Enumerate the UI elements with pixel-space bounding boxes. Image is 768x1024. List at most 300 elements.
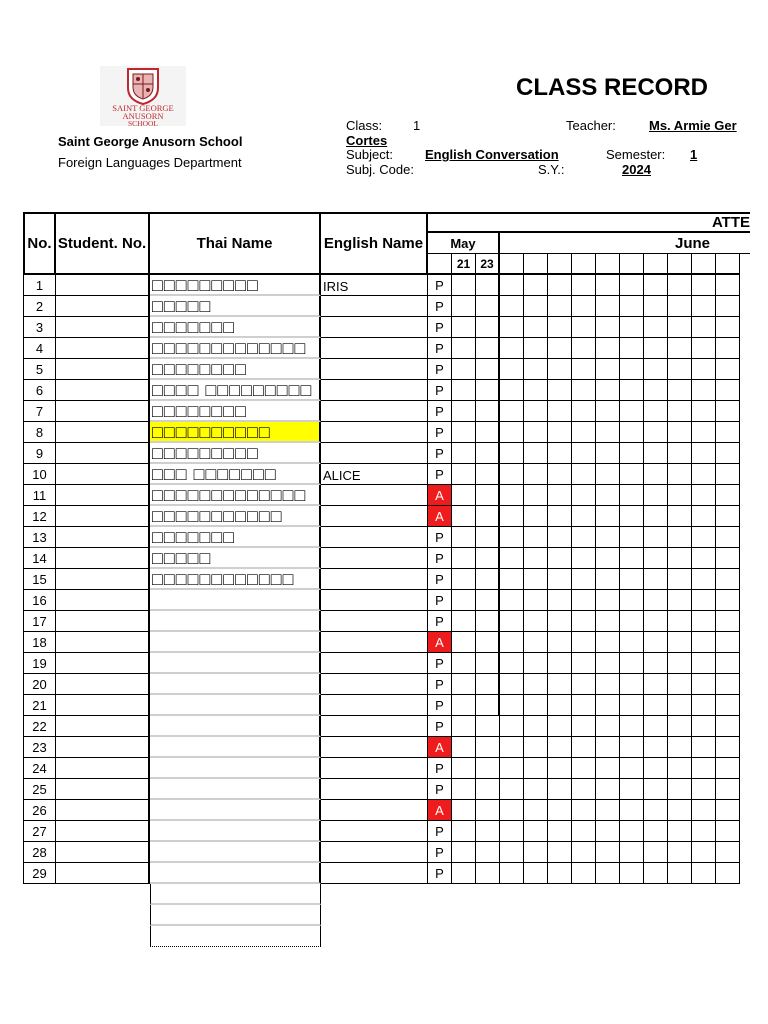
attendance-cell[interactable] [692, 632, 716, 653]
attendance-cell[interactable] [692, 548, 716, 569]
attendance-cell[interactable] [692, 758, 716, 779]
attendance-cell[interactable] [596, 485, 620, 506]
attendance-cell[interactable] [596, 590, 620, 611]
attendance-cell[interactable] [596, 275, 620, 296]
attendance-cell[interactable] [572, 527, 596, 548]
thai-name-cell[interactable] [150, 758, 321, 779]
attendance-cell[interactable] [644, 464, 668, 485]
attendance-cell[interactable] [596, 422, 620, 443]
attendance-cell[interactable] [620, 590, 644, 611]
student-no-cell[interactable] [56, 674, 150, 695]
student-no-cell[interactable] [56, 590, 150, 611]
english-name-cell[interactable] [321, 485, 428, 506]
thai-name-cell[interactable]: □□□□□□□□□□□ [150, 506, 321, 527]
attendance-cell[interactable] [620, 338, 644, 359]
attendance-cell[interactable] [476, 716, 500, 737]
attendance-cell[interactable] [452, 485, 476, 506]
attendance-cell[interactable] [596, 758, 620, 779]
thai-name-cell[interactable] [150, 716, 321, 737]
attendance-cell[interactable] [500, 716, 524, 737]
attendance-cell[interactable] [620, 275, 644, 296]
english-name-cell[interactable] [321, 611, 428, 632]
attendance-cell[interactable] [596, 527, 620, 548]
attendance-cell[interactable] [524, 674, 548, 695]
attendance-cell[interactable] [644, 779, 668, 800]
attendance-cell[interactable] [572, 275, 596, 296]
attendance-mark[interactable]: P [428, 464, 452, 485]
attendance-cell[interactable] [548, 653, 572, 674]
attendance-cell[interactable] [596, 506, 620, 527]
attendance-cell[interactable] [500, 380, 524, 401]
student-no-cell[interactable] [56, 695, 150, 716]
attendance-cell[interactable] [500, 569, 524, 590]
english-name-cell[interactable] [321, 296, 428, 317]
attendance-cell[interactable] [548, 716, 572, 737]
attendance-cell[interactable] [668, 842, 692, 863]
attendance-cell[interactable] [524, 737, 548, 758]
attendance-cell[interactable] [524, 296, 548, 317]
attendance-cell[interactable] [644, 653, 668, 674]
student-no-cell[interactable] [56, 737, 150, 758]
attendance-cell[interactable] [452, 506, 476, 527]
english-name-cell[interactable] [321, 359, 428, 380]
attendance-mark[interactable]: P [428, 611, 452, 632]
student-no-cell[interactable] [56, 653, 150, 674]
attendance-cell[interactable] [668, 800, 692, 821]
attendance-cell[interactable] [716, 800, 740, 821]
attendance-cell[interactable] [620, 800, 644, 821]
attendance-cell[interactable] [692, 842, 716, 863]
attendance-cell[interactable] [500, 275, 524, 296]
student-no-cell[interactable] [56, 401, 150, 422]
attendance-cell[interactable] [644, 317, 668, 338]
student-no-cell[interactable] [56, 338, 150, 359]
attendance-cell[interactable] [668, 611, 692, 632]
attendance-cell[interactable] [716, 506, 740, 527]
attendance-cell[interactable] [692, 737, 716, 758]
attendance-cell[interactable] [668, 716, 692, 737]
thai-name-cell[interactable]: □□□□□□□ [150, 527, 321, 548]
attendance-cell[interactable] [692, 380, 716, 401]
attendance-cell[interactable] [500, 422, 524, 443]
attendance-cell[interactable] [524, 632, 548, 653]
attendance-cell[interactable] [692, 695, 716, 716]
attendance-cell[interactable] [524, 821, 548, 842]
attendance-cell[interactable] [548, 296, 572, 317]
attendance-cell[interactable] [476, 464, 500, 485]
attendance-mark[interactable]: A [428, 485, 452, 506]
thai-name-cell[interactable]: □□□□□□□□□ [150, 443, 321, 464]
attendance-cell[interactable] [620, 296, 644, 317]
attendance-cell[interactable] [452, 653, 476, 674]
attendance-cell[interactable] [524, 779, 548, 800]
attendance-cell[interactable] [548, 800, 572, 821]
attendance-cell[interactable] [500, 338, 524, 359]
attendance-cell[interactable] [452, 716, 476, 737]
attendance-cell[interactable] [572, 716, 596, 737]
attendance-cell[interactable] [452, 443, 476, 464]
attendance-cell[interactable] [596, 443, 620, 464]
english-name-cell[interactable] [321, 422, 428, 443]
student-no-cell[interactable] [56, 464, 150, 485]
attendance-cell[interactable] [476, 380, 500, 401]
attendance-cell[interactable] [572, 737, 596, 758]
attendance-cell[interactable] [692, 863, 716, 884]
attendance-cell[interactable] [692, 443, 716, 464]
english-name-cell[interactable] [321, 548, 428, 569]
attendance-cell[interactable] [548, 338, 572, 359]
attendance-cell[interactable] [572, 611, 596, 632]
attendance-cell[interactable] [548, 737, 572, 758]
thai-name-cell[interactable]: □□□□□□□□ [150, 359, 321, 380]
attendance-cell[interactable] [668, 569, 692, 590]
attendance-cell[interactable] [644, 527, 668, 548]
attendance-cell[interactable] [452, 548, 476, 569]
english-name-cell[interactable] [321, 443, 428, 464]
attendance-cell[interactable] [452, 632, 476, 653]
attendance-cell[interactable] [548, 611, 572, 632]
attendance-cell[interactable] [716, 401, 740, 422]
attendance-cell[interactable] [572, 800, 596, 821]
student-no-cell[interactable] [56, 359, 150, 380]
thai-name-cell[interactable]: □□□□□□□□□ [150, 275, 321, 296]
attendance-cell[interactable] [452, 422, 476, 443]
attendance-cell[interactable] [692, 716, 716, 737]
student-no-cell[interactable] [56, 758, 150, 779]
attendance-cell[interactable] [524, 758, 548, 779]
attendance-cell[interactable] [620, 569, 644, 590]
attendance-cell[interactable] [452, 464, 476, 485]
attendance-cell[interactable] [716, 737, 740, 758]
attendance-cell[interactable] [572, 317, 596, 338]
attendance-cell[interactable] [500, 779, 524, 800]
attendance-cell[interactable] [500, 527, 524, 548]
english-name-cell[interactable] [321, 716, 428, 737]
attendance-cell[interactable] [716, 548, 740, 569]
attendance-cell[interactable] [548, 275, 572, 296]
attendance-cell[interactable] [668, 674, 692, 695]
attendance-cell[interactable] [572, 863, 596, 884]
thai-name-cell[interactable]: □□□□□□□□□□□□ [150, 569, 321, 590]
attendance-cell[interactable] [668, 464, 692, 485]
english-name-cell[interactable] [321, 779, 428, 800]
attendance-cell[interactable] [620, 779, 644, 800]
attendance-cell[interactable] [476, 548, 500, 569]
thai-name-cell[interactable]: □□□□□□□□ [150, 401, 321, 422]
attendance-cell[interactable] [716, 338, 740, 359]
attendance-cell[interactable] [620, 380, 644, 401]
attendance-cell[interactable] [548, 443, 572, 464]
attendance-cell[interactable] [716, 422, 740, 443]
attendance-cell[interactable] [620, 317, 644, 338]
attendance-cell[interactable] [716, 527, 740, 548]
attendance-cell[interactable] [548, 842, 572, 863]
english-name-cell[interactable] [321, 632, 428, 653]
attendance-cell[interactable] [716, 569, 740, 590]
attendance-cell[interactable] [668, 422, 692, 443]
student-no-cell[interactable] [56, 863, 150, 884]
attendance-mark[interactable]: A [428, 800, 452, 821]
english-name-cell[interactable] [321, 590, 428, 611]
attendance-cell[interactable] [476, 779, 500, 800]
attendance-cell[interactable] [596, 800, 620, 821]
attendance-mark[interactable]: P [428, 695, 452, 716]
english-name-cell[interactable] [321, 338, 428, 359]
attendance-cell[interactable] [668, 548, 692, 569]
attendance-cell[interactable] [620, 359, 644, 380]
attendance-cell[interactable] [620, 842, 644, 863]
attendance-cell[interactable] [668, 485, 692, 506]
attendance-cell[interactable] [476, 338, 500, 359]
attendance-cell[interactable] [476, 800, 500, 821]
attendance-cell[interactable] [524, 548, 548, 569]
attendance-cell[interactable] [476, 296, 500, 317]
attendance-cell[interactable] [524, 653, 548, 674]
attendance-cell[interactable] [692, 569, 716, 590]
attendance-cell[interactable] [524, 506, 548, 527]
attendance-cell[interactable] [500, 548, 524, 569]
thai-name-cell[interactable] [150, 842, 321, 863]
student-no-cell[interactable] [56, 422, 150, 443]
attendance-cell[interactable] [476, 485, 500, 506]
attendance-cell[interactable] [524, 716, 548, 737]
attendance-cell[interactable] [500, 842, 524, 863]
attendance-mark[interactable]: P [428, 653, 452, 674]
attendance-cell[interactable] [596, 653, 620, 674]
attendance-cell[interactable] [596, 695, 620, 716]
student-no-cell[interactable] [56, 842, 150, 863]
attendance-cell[interactable] [596, 716, 620, 737]
english-name-cell[interactable] [321, 800, 428, 821]
attendance-cell[interactable] [692, 506, 716, 527]
attendance-cell[interactable] [596, 401, 620, 422]
student-no-cell[interactable] [56, 632, 150, 653]
attendance-cell[interactable] [644, 800, 668, 821]
attendance-cell[interactable] [644, 401, 668, 422]
attendance-cell[interactable] [572, 443, 596, 464]
attendance-cell[interactable] [596, 359, 620, 380]
attendance-cell[interactable] [596, 632, 620, 653]
attendance-cell[interactable] [644, 695, 668, 716]
extra-thai-name-row[interactable] [150, 926, 321, 947]
attendance-cell[interactable] [476, 401, 500, 422]
attendance-cell[interactable] [524, 569, 548, 590]
student-no-cell[interactable] [56, 317, 150, 338]
attendance-mark[interactable]: P [428, 296, 452, 317]
attendance-cell[interactable] [716, 464, 740, 485]
attendance-mark[interactable]: P [428, 779, 452, 800]
attendance-cell[interactable] [548, 569, 572, 590]
attendance-cell[interactable] [716, 359, 740, 380]
attendance-cell[interactable] [572, 296, 596, 317]
thai-name-cell[interactable] [150, 611, 321, 632]
attendance-cell[interactable] [668, 590, 692, 611]
english-name-cell[interactable] [321, 653, 428, 674]
extra-thai-name-row[interactable] [150, 884, 321, 905]
attendance-cell[interactable] [452, 296, 476, 317]
attendance-cell[interactable] [452, 863, 476, 884]
attendance-cell[interactable] [716, 779, 740, 800]
student-no-cell[interactable] [56, 296, 150, 317]
attendance-cell[interactable] [476, 275, 500, 296]
thai-name-cell[interactable] [150, 632, 321, 653]
attendance-cell[interactable] [500, 632, 524, 653]
attendance-cell[interactable] [620, 611, 644, 632]
attendance-cell[interactable] [548, 485, 572, 506]
attendance-mark[interactable]: A [428, 737, 452, 758]
attendance-cell[interactable] [692, 674, 716, 695]
attendance-cell[interactable] [500, 464, 524, 485]
attendance-cell[interactable] [644, 569, 668, 590]
attendance-cell[interactable] [668, 359, 692, 380]
attendance-cell[interactable] [500, 443, 524, 464]
attendance-cell[interactable] [452, 737, 476, 758]
attendance-cell[interactable] [452, 800, 476, 821]
attendance-cell[interactable] [452, 821, 476, 842]
thai-name-cell[interactable] [150, 674, 321, 695]
attendance-cell[interactable] [452, 317, 476, 338]
english-name-cell[interactable] [321, 842, 428, 863]
attendance-cell[interactable] [644, 359, 668, 380]
attendance-cell[interactable] [668, 632, 692, 653]
attendance-cell[interactable] [476, 632, 500, 653]
attendance-cell[interactable] [572, 338, 596, 359]
attendance-cell[interactable] [500, 653, 524, 674]
thai-name-cell[interactable] [150, 653, 321, 674]
english-name-cell[interactable] [321, 674, 428, 695]
attendance-mark[interactable]: P [428, 821, 452, 842]
attendance-cell[interactable] [572, 632, 596, 653]
attendance-cell[interactable] [548, 590, 572, 611]
attendance-mark[interactable]: P [428, 359, 452, 380]
attendance-cell[interactable] [716, 758, 740, 779]
attendance-mark[interactable]: P [428, 674, 452, 695]
attendance-cell[interactable] [548, 779, 572, 800]
attendance-cell[interactable] [476, 527, 500, 548]
attendance-cell[interactable] [620, 527, 644, 548]
attendance-cell[interactable] [476, 569, 500, 590]
attendance-cell[interactable] [500, 611, 524, 632]
thai-name-cell[interactable] [150, 695, 321, 716]
attendance-cell[interactable] [500, 317, 524, 338]
attendance-cell[interactable] [692, 779, 716, 800]
attendance-cell[interactable] [596, 569, 620, 590]
english-name-cell[interactable] [321, 380, 428, 401]
attendance-cell[interactable] [572, 548, 596, 569]
attendance-cell[interactable] [692, 590, 716, 611]
attendance-cell[interactable] [644, 632, 668, 653]
thai-name-cell[interactable]: □□□□ □□□□□□□□□ [150, 380, 321, 401]
attendance-cell[interactable] [668, 821, 692, 842]
attendance-cell[interactable] [644, 821, 668, 842]
attendance-cell[interactable] [668, 317, 692, 338]
thai-name-cell[interactable] [150, 737, 321, 758]
attendance-cell[interactable] [524, 275, 548, 296]
attendance-cell[interactable] [572, 380, 596, 401]
attendance-cell[interactable] [524, 317, 548, 338]
attendance-cell[interactable] [572, 695, 596, 716]
attendance-cell[interactable] [668, 296, 692, 317]
attendance-cell[interactable] [644, 338, 668, 359]
attendance-cell[interactable] [452, 527, 476, 548]
attendance-cell[interactable] [668, 506, 692, 527]
thai-name-cell[interactable] [150, 779, 321, 800]
attendance-mark[interactable]: P [428, 527, 452, 548]
attendance-cell[interactable] [572, 779, 596, 800]
student-no-cell[interactable] [56, 275, 150, 296]
attendance-cell[interactable] [716, 632, 740, 653]
attendance-cell[interactable] [452, 359, 476, 380]
attendance-mark[interactable]: P [428, 569, 452, 590]
attendance-cell[interactable] [572, 422, 596, 443]
attendance-cell[interactable] [452, 674, 476, 695]
english-name-cell[interactable]: IRIS [321, 275, 428, 296]
attendance-cell[interactable] [548, 359, 572, 380]
english-name-cell[interactable] [321, 527, 428, 548]
attendance-cell[interactable] [668, 863, 692, 884]
attendance-cell[interactable] [572, 464, 596, 485]
attendance-cell[interactable] [716, 611, 740, 632]
attendance-cell[interactable] [476, 506, 500, 527]
attendance-cell[interactable] [500, 737, 524, 758]
attendance-mark[interactable]: P [428, 443, 452, 464]
attendance-cell[interactable] [692, 317, 716, 338]
attendance-cell[interactable] [572, 842, 596, 863]
attendance-mark[interactable]: P [428, 548, 452, 569]
student-no-cell[interactable] [56, 506, 150, 527]
attendance-cell[interactable] [572, 359, 596, 380]
attendance-mark[interactable]: A [428, 632, 452, 653]
attendance-cell[interactable] [668, 695, 692, 716]
attendance-cell[interactable] [572, 821, 596, 842]
attendance-mark[interactable]: P [428, 842, 452, 863]
attendance-cell[interactable] [596, 380, 620, 401]
student-no-cell[interactable] [56, 527, 150, 548]
attendance-cell[interactable] [692, 800, 716, 821]
attendance-cell[interactable] [524, 695, 548, 716]
attendance-cell[interactable] [596, 674, 620, 695]
attendance-cell[interactable] [524, 338, 548, 359]
thai-name-cell[interactable]: □□□□□□□□□□□□□ [150, 485, 321, 506]
english-name-cell[interactable] [321, 695, 428, 716]
attendance-mark[interactable]: P [428, 590, 452, 611]
attendance-cell[interactable] [548, 674, 572, 695]
attendance-cell[interactable] [596, 779, 620, 800]
attendance-cell[interactable] [524, 359, 548, 380]
attendance-cell[interactable] [620, 863, 644, 884]
student-no-cell[interactable] [56, 821, 150, 842]
attendance-cell[interactable] [596, 611, 620, 632]
attendance-cell[interactable] [572, 569, 596, 590]
english-name-cell[interactable] [321, 317, 428, 338]
attendance-mark[interactable]: P [428, 317, 452, 338]
attendance-cell[interactable] [572, 590, 596, 611]
attendance-cell[interactable] [476, 443, 500, 464]
attendance-cell[interactable] [596, 821, 620, 842]
english-name-cell[interactable] [321, 821, 428, 842]
attendance-cell[interactable] [596, 338, 620, 359]
attendance-cell[interactable] [500, 401, 524, 422]
thai-name-cell[interactable] [150, 590, 321, 611]
attendance-mark[interactable]: P [428, 380, 452, 401]
student-no-cell[interactable] [56, 611, 150, 632]
attendance-cell[interactable] [596, 863, 620, 884]
thai-name-cell[interactable]: □□□□□ [150, 296, 321, 317]
attendance-cell[interactable] [716, 485, 740, 506]
english-name-cell[interactable]: ALICE [321, 464, 428, 485]
attendance-cell[interactable] [668, 779, 692, 800]
attendance-cell[interactable] [692, 359, 716, 380]
